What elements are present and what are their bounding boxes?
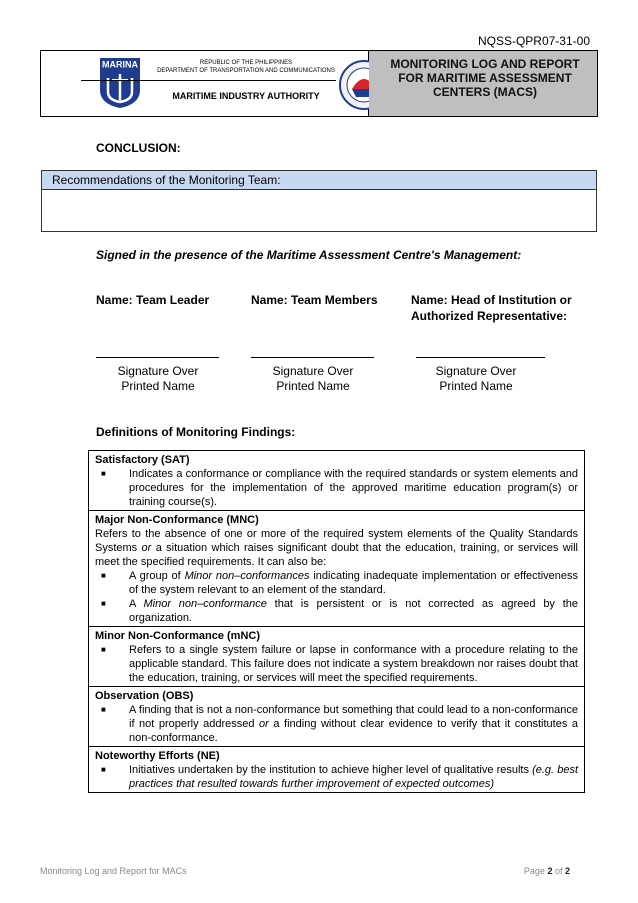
conclusion-heading: CONCLUSION: bbox=[96, 141, 181, 155]
caption-line2: Printed Name bbox=[439, 379, 513, 393]
caption-line2: Printed Name bbox=[121, 379, 195, 393]
team-leader-caption bbox=[93, 364, 223, 394]
definition-title: Noteworthy Efforts (NE) bbox=[95, 750, 220, 762]
caption-line1: Signature Over bbox=[117, 364, 199, 378]
signed-statement: Signed in the presence of the Maritime Assessment Centre's Management: bbox=[96, 248, 522, 262]
list-item bbox=[95, 467, 578, 509]
recommendations-label: Recommendations of the Monitoring Team: bbox=[42, 171, 596, 190]
header-rule bbox=[81, 80, 336, 81]
team-leader-signature-line[interactable] bbox=[96, 357, 219, 358]
team-members-signature-line[interactable] bbox=[251, 357, 374, 358]
team-members-caption bbox=[248, 364, 378, 394]
head-caption bbox=[411, 364, 541, 394]
bullet-icon: ■ bbox=[101, 705, 106, 714]
list-item bbox=[95, 763, 578, 791]
definition-text: A finding that is not a non-conformance but something that could lead to a non-conformance if not properly addressed or a finding without clear evidence to verify that it constitutes a non-conformance. bbox=[129, 704, 578, 744]
team-members-label: Name: Team Members bbox=[251, 293, 378, 307]
marina-logo-text: MARINA bbox=[102, 59, 138, 70]
caption-line1: Signature Over bbox=[435, 364, 517, 378]
header-title-cell bbox=[369, 51, 597, 116]
definition-obs bbox=[89, 687, 584, 747]
definition-title: Major Non-Conformance (MNC) bbox=[95, 514, 259, 526]
document-code: NQSS-QPR07-31-00 bbox=[477, 34, 590, 48]
list-item bbox=[95, 703, 578, 745]
definitions-table bbox=[88, 450, 585, 793]
definition-ne bbox=[89, 747, 584, 792]
header-left bbox=[41, 51, 369, 116]
bullet-icon: ■ bbox=[101, 645, 106, 654]
head-label-line1: Name: Head of Institution or bbox=[411, 293, 572, 307]
caption-line2: Printed Name bbox=[276, 379, 350, 393]
definition-text: Indicates a conformance or compliance with the required standards or system elements and procedures for the implementation of the approved maritime education program(s) or training course(s). bbox=[129, 468, 578, 508]
footer-left: Monitoring Log and Report for MACs bbox=[40, 866, 187, 876]
list-item bbox=[95, 569, 578, 597]
document-title: MONITORING LOG AND REPORT FOR MARITIME ASSESSMENT CENTERS (MACS) bbox=[390, 57, 580, 99]
department-text: DEPARTMENT OF TRANSPORTATION AND COMMUNICATIONS bbox=[157, 68, 335, 74]
definition-text: Initiatives undertaken by the institution to achieve higher level of qualitative results (e.g. best practices that resulted towards further improvement of expected outcomes) bbox=[129, 764, 579, 790]
definitions-heading: Definitions of Monitoring Findings: bbox=[96, 425, 296, 439]
header-agency-text bbox=[146, 59, 346, 75]
recommendations-box bbox=[41, 170, 597, 232]
definition-mnc-minor bbox=[89, 627, 584, 687]
bullet-icon: ■ bbox=[101, 469, 106, 478]
head-signature-line[interactable] bbox=[416, 357, 545, 358]
republic-text: REPUBLIC OF THE PHILIPPINES bbox=[199, 60, 293, 66]
marina-logo-icon bbox=[98, 56, 142, 110]
definition-text: Refers to the absence of one or more of the required system elements of the Quality Standards Systems or a situation which raises significant doubt that the education, training, or services will meet the specified requirements. It can also be: bbox=[95, 528, 578, 568]
authority-text: MARITIME INDUSTRY AUTHORITY bbox=[172, 91, 320, 101]
team-leader-label: Name: Team Leader bbox=[96, 293, 210, 307]
definition-text: A Minor non–conformance that is persistent or is not corrected as agreed by the organization. bbox=[129, 598, 578, 624]
definition-mnc bbox=[89, 511, 584, 627]
definition-text: Refers to a single system failure or lapse in conformance with a procedure relating to the applicable standard. This failure does not indicate a system breakdown nor raises doubt that the education, training, or services will meet the specified requirements. bbox=[129, 644, 578, 684]
bullet-icon: ■ bbox=[101, 765, 106, 774]
list-item bbox=[95, 643, 578, 685]
bullet-icon: ■ bbox=[101, 571, 106, 580]
recommendations-field[interactable] bbox=[42, 190, 596, 230]
definition-sat bbox=[89, 451, 584, 511]
bullet-icon: ■ bbox=[101, 599, 106, 608]
definition-title: Minor Non-Conformance (mNC) bbox=[95, 630, 260, 642]
list-item bbox=[95, 597, 578, 625]
page-number: Page 2 of 2 bbox=[523, 866, 570, 876]
definition-text: A group of Minor non–conformances indicating inadequate implementation or effectiveness of the system relevant to an element of the standard. bbox=[129, 570, 579, 596]
head-label-line2: Authorized Representative: bbox=[411, 309, 568, 323]
caption-line1: Signature Over bbox=[272, 364, 354, 378]
definition-title: Observation (OBS) bbox=[95, 690, 194, 702]
definition-title: Satisfactory (SAT) bbox=[95, 454, 190, 466]
head-of-institution-label bbox=[411, 292, 572, 324]
document-header bbox=[40, 50, 598, 117]
